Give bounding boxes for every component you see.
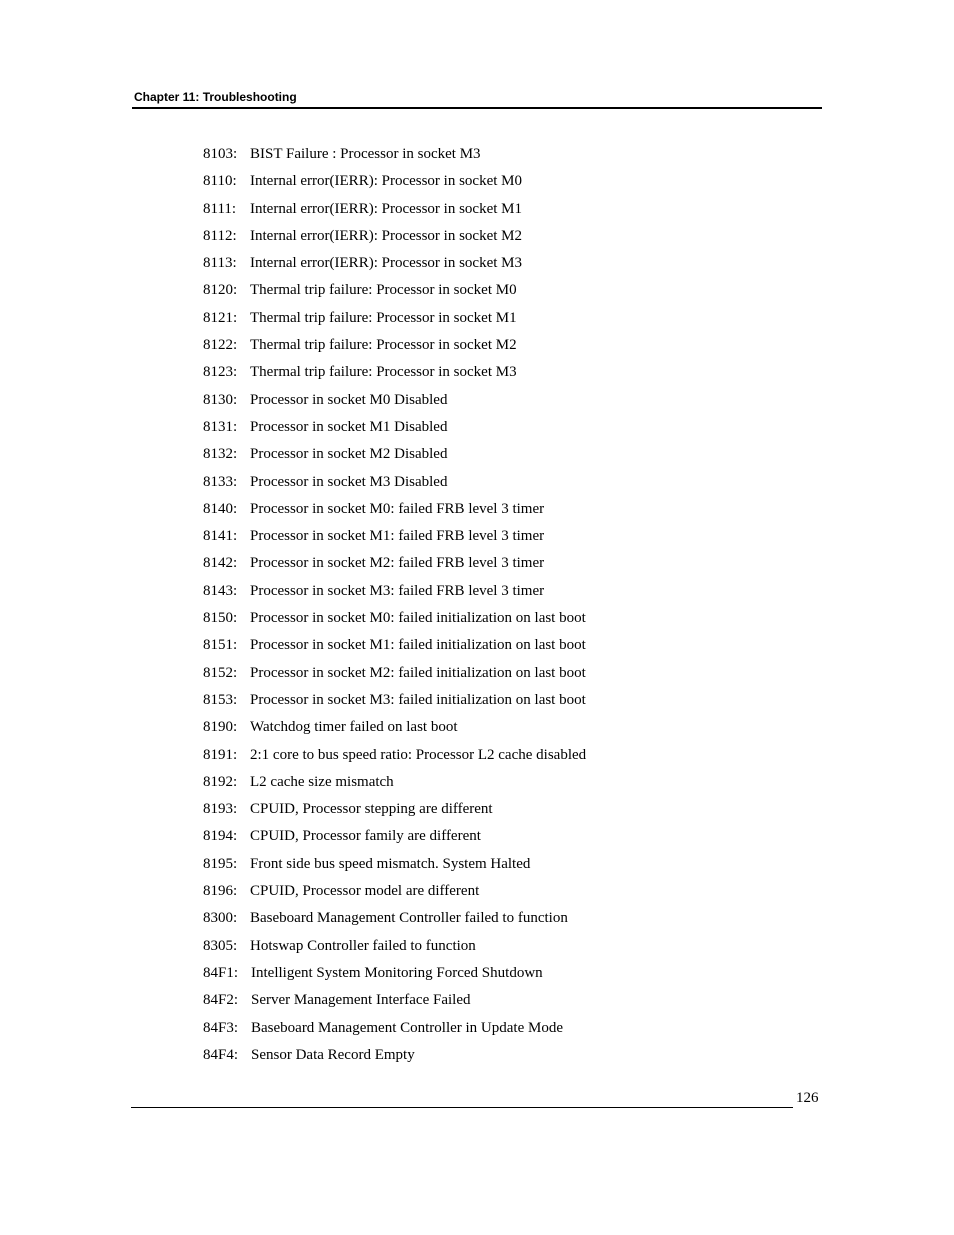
error-code: 8112: [203, 227, 237, 244]
error-code: 8121: [203, 309, 238, 326]
error-description: Processor in socket M3 Disabled [250, 473, 448, 490]
error-description: L2 cache size mismatch [250, 773, 394, 790]
error-code: 8111: [203, 200, 237, 217]
error-code: 8193: [203, 801, 238, 818]
error-description: Processor in socket M1: failed initialization on last boot [250, 637, 586, 654]
error-description: Baseboard Management Controller failed to function [250, 910, 568, 927]
error-description: Hotswap Controller failed to function [250, 937, 476, 954]
error-code: 8153: [203, 691, 238, 708]
error-code: 8113: [203, 255, 237, 272]
error-description: Baseboard Management Controller in Update Mode [251, 1019, 563, 1036]
error-description: Sensor Data Record Empty [251, 1046, 415, 1063]
error-description: Watchdog timer failed on last boot [250, 719, 458, 736]
page-number: 126 [796, 1090, 819, 1106]
error-description: Processor in socket M1 Disabled [250, 418, 448, 435]
error-code: 8190: [203, 719, 238, 736]
error-code: 8150: [203, 610, 238, 627]
error-code: 8195: [203, 855, 238, 872]
error-code: 8143: [203, 582, 238, 599]
error-description: Processor in socket M0: failed FRB level 3 timer [250, 500, 545, 517]
error-description: CPUID, Processor family are different [250, 828, 481, 845]
chapter-header: Chapter 11: Troubleshooting [134, 90, 297, 104]
error-description: Processor in socket M2 Disabled [250, 446, 448, 463]
error-description: Front side bus speed mismatch. System Halted [250, 855, 531, 872]
error-code: 8122: [203, 337, 238, 354]
error-description: Thermal trip failure: Processor in socket M2 [250, 337, 517, 354]
error-code: 8110: [203, 173, 237, 190]
error-description: Thermal trip failure: Processor in socket M1 [250, 309, 517, 326]
error-code: 8130: [203, 391, 238, 408]
error-description: Processor in socket M3: failed FRB level 3 timer [250, 582, 545, 599]
error-code: 8141: [203, 528, 238, 545]
error-description: Thermal trip failure: Processor in socket M0 [250, 282, 517, 299]
error-code: 8103: [203, 146, 238, 162]
error-code: 84F1: [203, 964, 239, 981]
error-description: Internal error(IERR): Processor in socket M3 [250, 255, 523, 272]
error-code: 84F2: [203, 992, 239, 1009]
error-description: Processor in socket M3: failed initialization on last boot [250, 691, 586, 708]
error-code: 8192: [203, 773, 238, 790]
error-code: 84F4: [203, 1046, 239, 1063]
error-code: 8151: [203, 637, 238, 654]
error-description: Processor in socket M0 Disabled [250, 391, 448, 408]
error-description: Server Management Interface Failed [251, 992, 471, 1009]
error-code: 8133: [203, 473, 238, 490]
error-description: 2:1 core to bus speed ratio: Processor L2 cache disabled [250, 746, 587, 763]
error-description: Processor in socket M2: failed initialization on last boot [250, 664, 586, 681]
error-description: Internal error(IERR): Processor in socket M1 [250, 200, 523, 217]
error-code: 8120: [203, 282, 238, 299]
error-code: 8305: [203, 937, 238, 954]
error-code: 8191: [203, 746, 238, 763]
error-code: 8142: [203, 555, 238, 572]
error-code: 84F3: [203, 1019, 239, 1036]
error-code: 8132: [203, 446, 238, 463]
error-description: CPUID, Processor stepping are different [250, 801, 493, 818]
footer-rule [131, 1107, 793, 1108]
error-description: Intelligent System Monitoring Forced Shutdown [251, 964, 543, 981]
error-description: Processor in socket M1: failed FRB level 3 timer [250, 528, 545, 545]
error-description: Processor in socket M0: failed initialization on last boot [250, 610, 586, 627]
error-code: 8123: [203, 364, 238, 381]
error-description: Thermal trip failure: Processor in socket M3 [250, 364, 517, 381]
error-description: BIST Failure : Processor in socket M3 [250, 146, 481, 162]
header-rule [132, 107, 822, 109]
error-description: Internal error(IERR): Processor in socket M0 [250, 173, 523, 190]
error-code: 8131: [203, 418, 238, 435]
error-code: 8196: [203, 883, 238, 900]
error-code: 8194: [203, 828, 238, 845]
error-code: 8152: [203, 664, 238, 681]
error-description: Processor in socket M2: failed FRB level 3 timer [250, 555, 545, 572]
error-description: CPUID, Processor model are different [250, 883, 480, 900]
error-code: 8140: [203, 500, 238, 517]
error-code: 8300: [203, 910, 238, 927]
error-description: Internal error(IERR): Processor in socket M2 [250, 227, 523, 244]
